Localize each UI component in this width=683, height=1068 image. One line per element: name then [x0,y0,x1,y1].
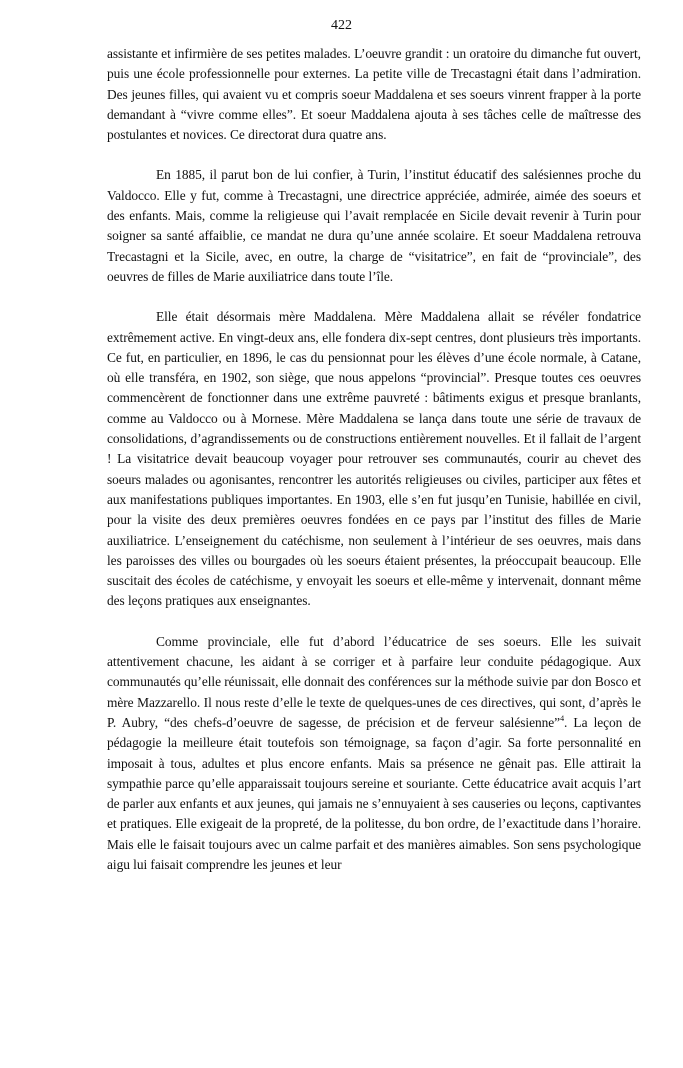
paragraph-gap [107,145,641,165]
paragraph-gap [107,287,641,307]
footnote-reference: 4 [560,713,565,723]
paragraph-4 [107,632,641,876]
paragraph-gap [107,612,641,632]
page-number: 422 [331,18,352,33]
paragraph-2: En 1885, il parut bon de lui confier, à Turin, l’institut éducatif des salésiennes proche du Valdocco. Elle y fut, comme à Trecastagni, une directrice appréciée, admirée, aimée des soeurs et des enfants. Mais, comme la religieuse qui l’avait remplacée en Sicile devait revenir à Turin pour soigner sa santé affaiblie, ce mandat ne dura qu’une année scolaire. Et soeur Maddalena retrouva Trecastagni et la Sicile, avec, en outre, la charge de “visitatrice”, en fait de “provinciale”, des oeuvres de filles de Marie auxiliatrice dans toute l’île. [107,167,641,284]
paragraph-3: Elle était désormais mère Maddalena. Mère Maddalena allait se révéler fondatrice extrêmement active. En vingt-deux ans, elle fondera dix-sept centres, dont plusieurs très importants. Ce fut, en particulier, en 1896, le cas du pensionnat pour les élèves d’une école normale, à Catane, où elle transféra, en 1902, son siège, que nous appelons “provincial”. Presque toutes ces oeuvres commencèrent de fonctionner dans une extrême pauvreté : bâtiments exigus et presque branlants, comme au Valdocco ou à Mornese. Mère Maddalena se lança dans toute une série de travaux de consolidations, d’agrandissements ou de constructions entièrement nouvelles. Et il fallait de l’argent ! La visitatrice devait beaucoup voyager pour retrouver ses communautés, courir au chevet des soeurs malades ou agonisantes, rencontrer les autorités religieuses ou civiles, participer aux fêtes et aux manifestations publiques importantes. En 1903, elle s’en fut jusqu’en Tunisie, habillée en civil, pour la visite des deux premières oeuvres fondées en ce pays par l’institut des filles de Marie auxiliatrice. L’enseignement du catéchisme, non seulement à l’intérieur de ses oeuvres, mais dans les paroisses des villes ou bourgades où les soeurs étaient présentes, la préoccupait beaucoup. Elle suscitait des écoles de catéchisme, y envoyait les soeurs et elle-même y intervenait, donnant même des leçons pratiques aux enseignantes. [107,309,641,609]
paragraph-4-text-after-note: . La leçon de pédagogie la meilleure était toutefois son témoignage, sa façon d’agir. Sa forte personnalité en imposait à tous, adultes et plus encore enfants. Mais sa présence ne gênait pas. Elle attirait la sympathie parce qu’elle apparaissait toujours sereine et souriante. Cette éducatrice avait acquis l’art de parler aux enfants et aux jeunes, qui jamais ne s’ennuyaient à ses causeries ou leçons, captivantes et pratiques. Elle exigeait de la propreté, de la politesse, du bon ordre, de l’exactitude dans l’horaire. Mais elle le faisait toujours avec un calme parfait et des manières aimables. Son sens psychologique aigu lui faisait comprendre les jeunes et leur [107,714,641,872]
paragraph-4-text-before-note: Comme provinciale, elle fut d’abord l’éducatrice de ses soeurs. Elle les suivait attentivement chacune, les aidant à se corriger et à parfaire leur conduite pédagogique. Aux communautés qu’elle réunissait, elle donnait des conférences sur la méthode suivie par don Bosco et mère Mazzarello. Il nous reste d’elle le texte de quelques-unes de ces directives, qui sont, d’après le P. Aubry, “des chefs-d’oeuvre de sagesse, de précision et de ferveur salésienne” [107,633,641,730]
paragraph-1: assistante et infirmière de ses petites malades. L’oeuvre grandit : un oratoire du dimanche fut ouvert, puis une école professionnelle pour externes. La petite ville de Trecastagni était dans l’admiration. Des jeunes filles, qui avaient vu et compris soeur Maddalena et ses soeurs vinrent frapper à la porte demandant à “vivre comme elles”. Et soeur Maddalena ajouta à ses tâches celle de maîtresse des postulantes et novices. Ce directorat dura quatre ans. [107,46,641,143]
